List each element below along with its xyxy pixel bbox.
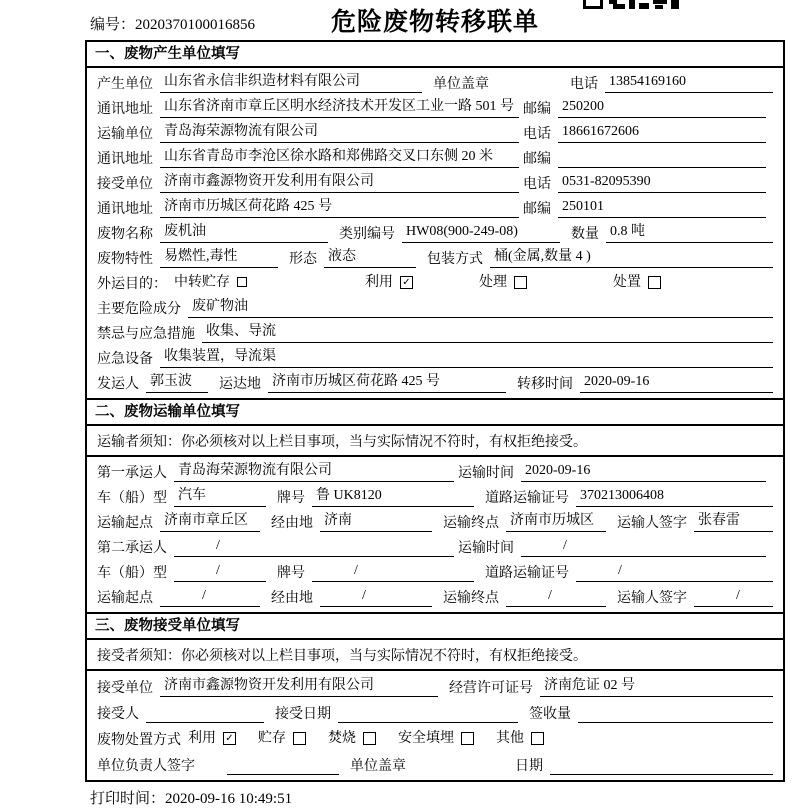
field-label: 单位负责人签字: [97, 759, 195, 774]
field-value: /: [312, 562, 474, 582]
field-value: 济南市鑫源物资开发利用有限公司: [160, 677, 438, 697]
field-label: 应急设备: [97, 352, 153, 367]
field-value: 13854169160: [605, 73, 773, 93]
field-label: 邮编: [523, 102, 551, 117]
checkbox-box-icon: [514, 276, 527, 289]
field-label: 类别编号: [339, 227, 395, 242]
form-row: [95, 345, 775, 370]
field-label: 转移时间: [517, 377, 573, 392]
field-label: 牌号: [277, 491, 305, 506]
field-value: 0531-82095390: [558, 173, 766, 193]
checkbox-unchecked: [258, 729, 306, 748]
field-value: 郭玉波: [146, 373, 208, 393]
field-value: [146, 721, 264, 723]
checkmark-icon: ✓: [400, 276, 413, 289]
field-value: /: [576, 562, 773, 582]
field-value: 废矿物油: [188, 298, 773, 318]
checkbox-unchecked: [174, 273, 247, 292]
print-time-label: 打印时间：: [90, 791, 166, 807]
form-row: [95, 120, 775, 145]
checkbox-box-icon: [461, 732, 474, 745]
form-row: [95, 245, 775, 270]
field-label: 第一承运人: [97, 466, 167, 481]
checkbox-label: 焚烧: [328, 731, 356, 746]
field-label: 经营许可证号: [449, 681, 533, 696]
field-label: 经由地: [271, 516, 313, 531]
field-value: 收集装置，导流渠: [160, 348, 773, 368]
checkbox-box-icon: [648, 276, 661, 289]
serial-value: 2020370100016856: [135, 17, 256, 33]
field-value: 山东省济南市章丘区明水经济技术开发区工业一路 501 号: [160, 98, 519, 118]
field-label: 签收量: [529, 707, 571, 722]
field-label: 包装方式: [427, 252, 483, 267]
form-row: [95, 751, 775, 777]
form-row: [95, 295, 775, 320]
field-value: /: [174, 537, 454, 557]
form-row: [95, 270, 775, 295]
field-value: 250101: [558, 198, 766, 218]
field-label: 废物特性: [97, 252, 153, 267]
field-label: 主要危险成分: [97, 302, 181, 317]
checkbox-label: 利用: [365, 275, 393, 290]
field-label: 运输人签字: [617, 516, 687, 531]
field-label: 电话: [523, 177, 551, 192]
field-label: 车（船）型: [97, 566, 167, 581]
checkbox-label: 安全填埋: [398, 731, 454, 746]
field-label: 电话: [570, 77, 598, 92]
transporter-notice: 运输者须知：你必须核对以上栏目事项，当与实际情况不符时，有权拒绝接受。: [87, 426, 783, 457]
form-row: [95, 220, 775, 245]
field-label: 接受单位: [97, 177, 153, 192]
field-label: 外运目的：: [97, 277, 167, 292]
field-value: HW08(900-249-08): [402, 223, 560, 243]
checkbox-box-icon: [363, 732, 376, 745]
field-label: 通讯地址: [97, 102, 153, 117]
field-label: 接受日期: [275, 707, 331, 722]
field-value: 张春雷: [694, 512, 773, 532]
section-2-header: 二、废物运输单位填写: [87, 398, 783, 426]
field-label: 运达地: [219, 377, 261, 392]
field-value: 汽车: [174, 487, 266, 507]
field-value: [227, 773, 339, 775]
field-label: 废物名称: [97, 227, 153, 242]
manifest-form: [85, 40, 785, 782]
section-3-body: [87, 671, 783, 780]
field-label: 废物处置方式: [97, 733, 181, 748]
checkbox-unchecked: [328, 729, 376, 748]
section-1-body: [87, 68, 783, 398]
form-row: [95, 534, 775, 559]
form-row: [95, 70, 775, 95]
field-label: 运输单位: [97, 127, 153, 142]
checkbox-box-icon: [237, 277, 247, 287]
field-value: 济南市鑫源物资开发利用有限公司: [160, 173, 519, 193]
checkbox-label: 处置: [613, 275, 641, 290]
field-label: 单位盖章: [350, 759, 406, 774]
field-value: /: [694, 587, 773, 607]
field-label: 第二承运人: [97, 541, 167, 556]
print-time-value: 2020-09-16 10:49:51: [165, 791, 293, 807]
section-3-header: 三、废物接受单位填写: [87, 612, 783, 640]
field-value: [338, 721, 518, 723]
field-label: 形态: [289, 252, 317, 267]
field-value: /: [320, 587, 432, 607]
field-value: /: [160, 587, 260, 607]
checkbox-unchecked: [479, 273, 527, 292]
field-value: 济南市历城区荷花路 425 号: [268, 373, 506, 393]
qr-code-fragment: [583, 0, 683, 11]
field-label: 运输时间: [458, 466, 514, 481]
field-value: 废机油: [160, 223, 328, 243]
field-label: 运输人签字: [617, 591, 687, 606]
section-2-body: [87, 457, 783, 612]
field-value: /: [174, 562, 266, 582]
field-value: [558, 166, 766, 168]
field-label: 运输终点: [443, 516, 499, 531]
checkbox-unchecked: [496, 729, 544, 748]
field-label: 运输终点: [443, 591, 499, 606]
form-row: [95, 195, 775, 220]
form-row: [95, 725, 775, 751]
field-label: 接受人: [97, 707, 139, 722]
field-label: 产生单位: [97, 77, 153, 92]
form-row: [95, 484, 775, 509]
form-row: [95, 509, 775, 534]
checkbox-unchecked: [613, 273, 661, 292]
serial-label: 编号：: [90, 17, 136, 33]
field-value: 2020-09-16: [521, 462, 766, 482]
field-value: 250200: [558, 98, 766, 118]
form-row: [95, 170, 775, 195]
field-value: 鲁 UK8120: [312, 487, 474, 507]
field-label: 通讯地址: [97, 152, 153, 167]
field-value: 青岛海荣源物流有限公司: [174, 462, 454, 482]
field-label: 运输起点: [97, 516, 153, 531]
form-row: [95, 95, 775, 120]
field-value: 青岛海荣源物流有限公司: [160, 123, 519, 143]
field-value: [578, 721, 773, 723]
checkbox-checked: [365, 273, 413, 292]
field-label: 道路运输证号: [485, 491, 569, 506]
receiver-notice: 接受者须知：你必须核对以上栏目事项，当与实际情况不符时，有权拒绝接受。: [87, 640, 783, 671]
checkbox-label: 利用: [188, 731, 216, 746]
field-label: 日期: [515, 759, 543, 774]
field-value: 山东省永信非织造材料有限公司: [160, 73, 422, 93]
form-row: [95, 459, 775, 484]
checkbox-unchecked: [398, 729, 474, 748]
checkbox-checked: [188, 729, 236, 748]
field-value: 液态: [324, 248, 416, 268]
field-value: 收集、导流: [202, 323, 773, 343]
form-row: [95, 699, 775, 725]
field-label: 电话: [523, 127, 551, 142]
form-row: [95, 370, 775, 395]
form-row: [95, 584, 775, 609]
checkmark-icon: ✓: [223, 732, 236, 745]
field-label: 牌号: [277, 566, 305, 581]
field-value: [550, 773, 773, 775]
field-label: 经由地: [271, 591, 313, 606]
field-value: 济南市章丘区: [160, 512, 260, 532]
form-row: [95, 145, 775, 170]
field-label: 通讯地址: [97, 202, 153, 217]
field-value: 山东省青岛市李沧区徐水路和郑佛路交叉口东侧 20 米: [160, 148, 519, 168]
document-header: [0, 0, 796, 40]
form-row: [95, 559, 775, 584]
checkbox-label: 其他: [496, 731, 524, 746]
field-label: 接受单位: [97, 681, 153, 696]
field-value: /: [506, 587, 606, 607]
checkbox-label: 处理: [479, 275, 507, 290]
field-label: 道路运输证号: [485, 566, 569, 581]
checkbox-box-icon: [531, 732, 544, 745]
field-label: 数量: [571, 227, 599, 242]
checkbox-label: 中转贮存: [174, 275, 230, 290]
field-value: 2020-09-16: [580, 373, 773, 393]
field-label: 运输起点: [97, 591, 153, 606]
field-value: /: [521, 537, 766, 557]
field-value: 370213006408: [576, 487, 773, 507]
field-value: 易燃性,毒性: [160, 248, 278, 268]
field-label: 车（船）型: [97, 491, 167, 506]
field-value: 济南市历城区荷花路 425 号: [160, 198, 519, 218]
field-label: 邮编: [523, 152, 551, 167]
field-label: 发运人: [97, 377, 139, 392]
form-row: [95, 673, 775, 699]
field-label: 禁忌与应急措施: [97, 327, 195, 342]
field-value: 济南: [320, 512, 432, 532]
field-value: 济南市历城区: [506, 512, 606, 532]
section-1-header: 一、废物产生单位填写: [87, 42, 783, 68]
field-value: 18661672606: [558, 123, 766, 143]
field-label: 运输时间: [458, 541, 514, 556]
page-title: 危险废物转移联单: [330, 9, 539, 36]
form-row: [95, 320, 775, 345]
checkbox-label: 贮存: [258, 731, 286, 746]
field-value: 桶(金属,数量 4 ): [490, 248, 773, 268]
checkbox-box-icon: [293, 732, 306, 745]
field-label: 邮编: [523, 202, 551, 217]
field-value: 0.8 吨: [606, 223, 773, 243]
print-time: [90, 787, 796, 808]
field-value: 济南危证 02 号: [540, 677, 773, 697]
field-label: 单位盖章: [433, 77, 489, 92]
